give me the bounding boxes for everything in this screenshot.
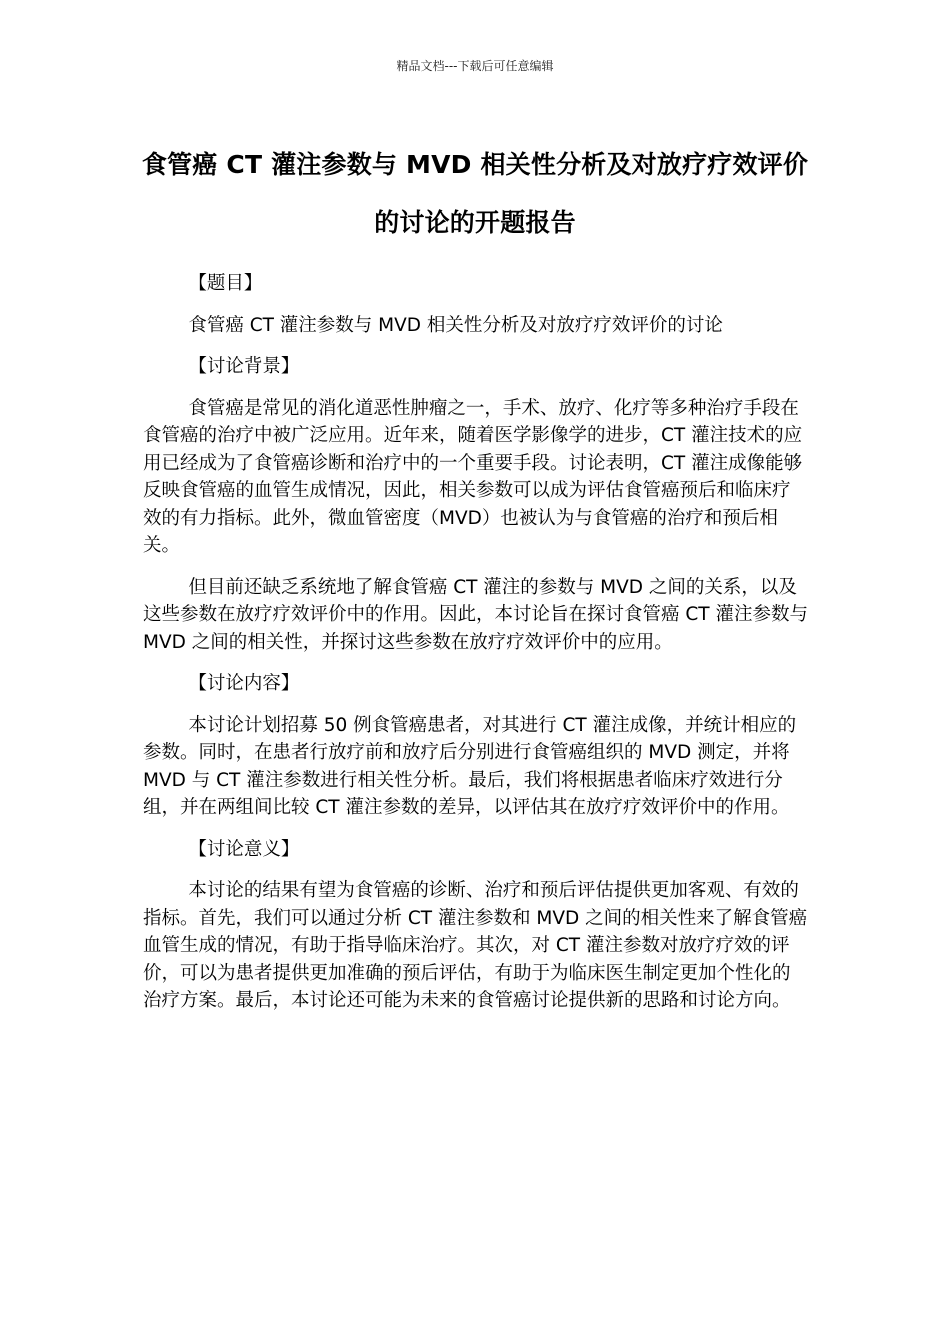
topic-heading: 【题目】	[188, 273, 263, 294]
significance-paragraph-1: 本讨论的结果有望为食管癌的诊断、治疗和预后评估提供更加客观、有效的指标。首先，我们可以通过分析 CT 灌注参数和 MVD 之间的相关性来了解食管癌血管生成的情况，有助于指导临床治疗。其次，对 CT 灌注参数对放疗疗效的评价，可以为患者提供更加准确的预后评估，有助于为临床医生制定更加个性化的治疗方案。最后，本讨论还可能为未来的食管癌讨论提供新的思路和讨论方向。	[143, 880, 808, 1011]
background-paragraph-2: 但目前还缺乏系统地了解食管癌 CT 灌注的参数与 MVD 之间的关系，以及这些参数在放疗疗效评价中的作用。因此，本讨论旨在探讨食管癌 CT 灌注参数与 MVD 之间的相关性，并探讨这些参数在放疗疗效评价中的应用。	[143, 576, 808, 653]
document-title: 食管癌 CT 灌注参数与 MVD 相关性分析及对放疗疗效评价的讨论的开题报告	[141, 150, 809, 237]
significance-heading: 【讨论意义】	[188, 838, 300, 860]
document-body	[143, 270, 808, 1029]
page-header: 精品文档---下载后可任意编辑	[396, 59, 554, 73]
content-heading: 【讨论内容】	[188, 673, 300, 694]
topic-text: 食管癌 CT 灌注参数与 MVD 相关性分析及对放疗疗效评价的讨论	[188, 314, 723, 336]
background-paragraph-1: 食管癌是常见的消化道恶性肿瘤之一，手术、放疗、化疗等多种治疗手段在食管癌的治疗中被广泛应用。近年来，随着医学影像学的进步，CT 灌注技术的应用已经成为了食管癌诊断和治疗中的一个重要手段。讨论表明，CT 灌注成像能够反映食管癌的血管生成情况，因此，相关参数可以成为评估食管癌预后和临床疗效的有力指标。此外，微血管密度（MVD）也被认为与食管癌的治疗和预后相关。	[143, 397, 803, 556]
content-paragraph-1: 本讨论计划招募 50 例食管癌患者，对其进行 CT 灌注成像，并统计相应的参数。同时，在患者行放疗前和放疗后分别进行食管癌组织的 MVD 测定，并将 MVD 与 CT 灌注参数进行相关性分析。最后，我们将根据患者临床疗效进行分组，并在两组间比较 CT 灌注参数的差异，以评估其在放疗疗效评价中的作用。	[143, 714, 797, 818]
background-heading: 【讨论背景】	[188, 356, 300, 377]
